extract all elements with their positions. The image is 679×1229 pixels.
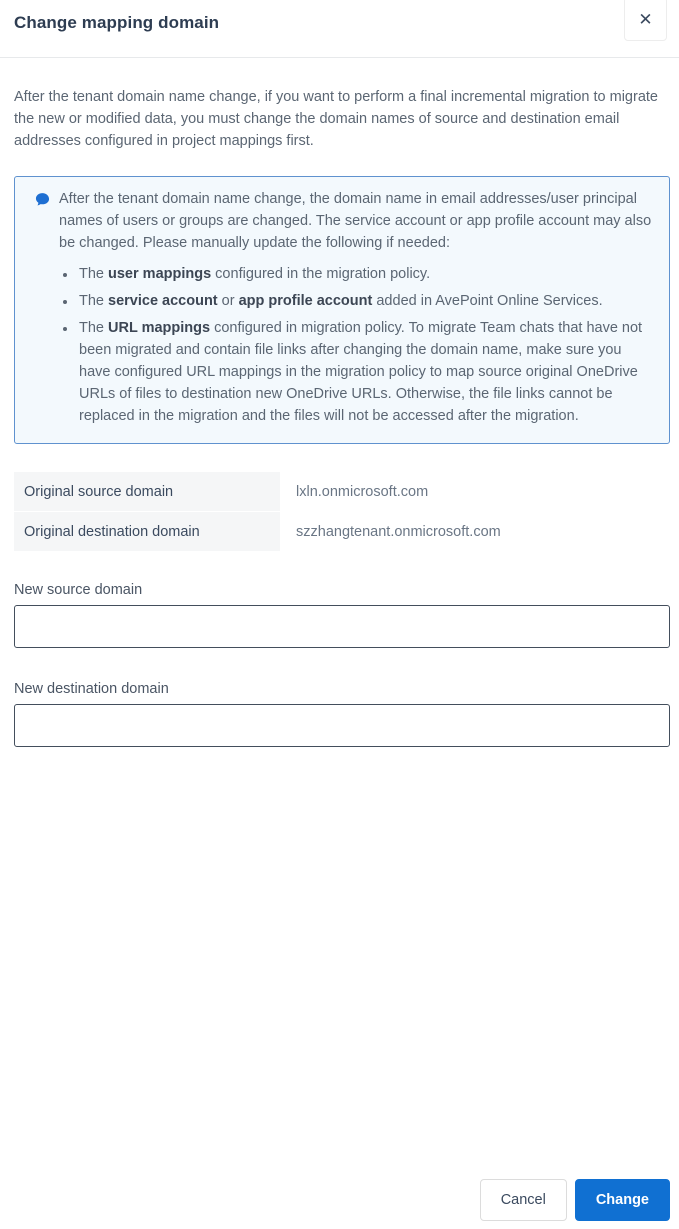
original-destination-domain-row	[14, 512, 670, 551]
original-destination-domain-label: Original destination domain	[14, 512, 280, 551]
original-source-domain-value: lxln.onmicrosoft.com	[296, 483, 429, 500]
close-icon: ✕	[638, 10, 653, 29]
original-domain-table	[14, 472, 670, 551]
info-note-box	[14, 176, 670, 444]
original-destination-domain-value: szzhangtenant.onmicrosoft.com	[296, 523, 501, 540]
note-bullet: • The service account or app profile account added in AvePoint Online Services.	[77, 290, 653, 312]
dialog-footer	[0, 1179, 679, 1229]
new-destination-domain-label: New destination domain	[14, 681, 169, 697]
note-bullet-list	[77, 263, 653, 427]
close-button[interactable]	[624, 0, 667, 41]
cancel-button[interactable]: Cancel	[480, 1179, 567, 1221]
original-source-domain-label: Original source domain	[14, 472, 280, 511]
intro-paragraph: After the tenant domain name change, if you want to perform a final incremental migration to migrate the new or modified data, you must change the domain names of source and destination email addresses configured in project mappings first.	[14, 89, 658, 149]
new-source-domain-label: New source domain	[14, 582, 143, 598]
original-source-domain-row	[14, 472, 670, 511]
dialog-title: Change mapping domain	[14, 13, 220, 32]
empty-space	[0, 747, 679, 1179]
new-source-domain-group	[14, 582, 670, 648]
note-lead-text: After the tenant domain name change, the domain name in email addresses/user principal names of users or groups are changed. The service account or app profile account may also be changed. Please manually update the following if needed:	[59, 191, 652, 251]
dialog-body	[0, 58, 679, 747]
new-destination-domain-input[interactable]	[14, 704, 670, 747]
dialog-header	[0, 0, 679, 58]
note-bullet: • The URL mappings configured in migration policy. To migrate Team chats that have not been migrated and contain file links after changing the domain name, make sure you have configured URL mappings in the migration policy to map source original OneDrive URLs of files to destination new OneDrive URLs. Otherwise, the file links cannot be replaced in the migration and the files will not be accessed after the migration.	[77, 317, 653, 427]
new-source-domain-input[interactable]	[14, 605, 670, 648]
comment-icon	[35, 192, 50, 212]
new-destination-domain-group	[14, 681, 670, 747]
note-bullet: • The user mappings configured in the migration policy.	[77, 263, 653, 285]
change-button[interactable]: Change	[575, 1179, 670, 1221]
